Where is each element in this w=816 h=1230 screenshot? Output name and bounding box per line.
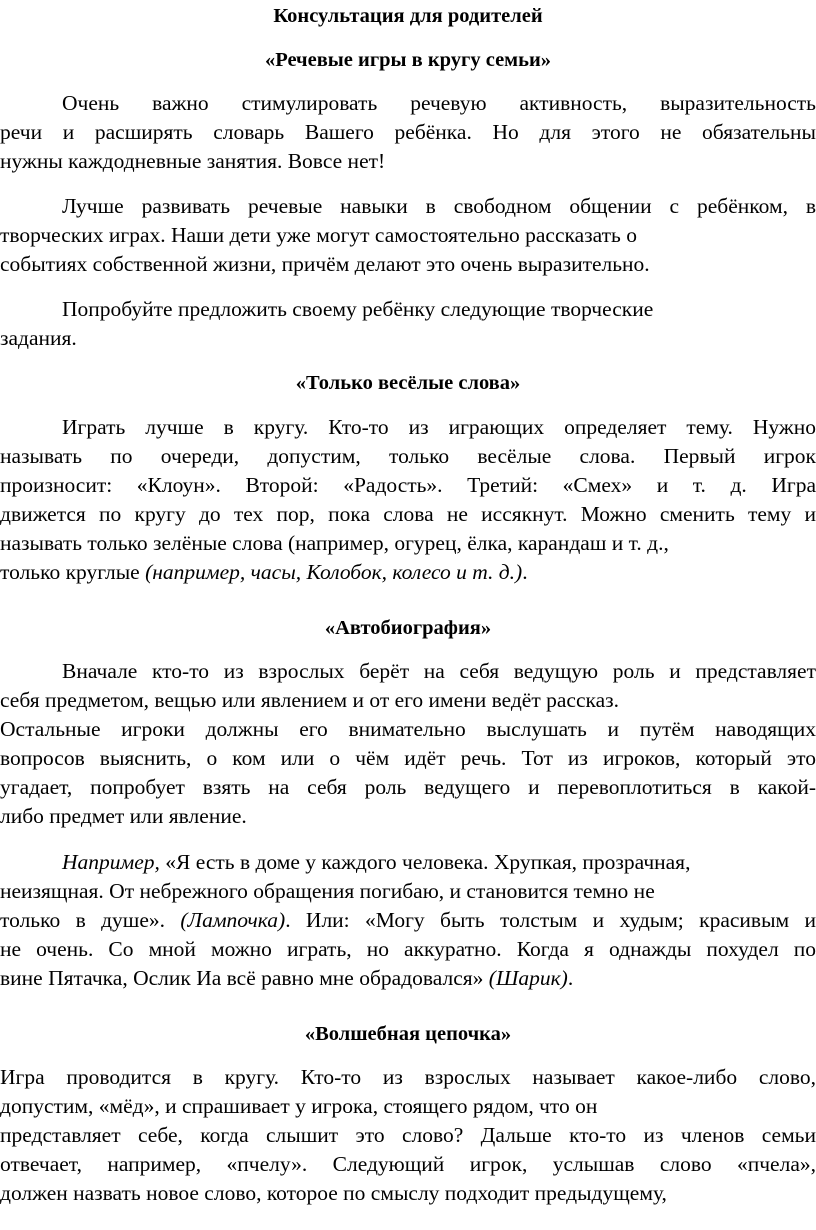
game1-line-3: произносит: «Клоун». Второй: «Радость». Третий: «Смех» и т. д. Игра: [0, 473, 816, 497]
example-line-5-italic: (Шарик): [488, 966, 568, 990]
game1-line-1: Играть лучше в кругу. Кто-то из играющих определяет тему. Нужно: [62, 415, 816, 439]
example-line-2: неизящная. От небрежного обращения погибаю, и становится темно не: [0, 879, 655, 903]
game3-line-4: отвечает, например, «пчелу». Следующий игрок, услышав слово «пчела»,: [0, 1152, 816, 1176]
game2-line-4: вопросов выяснить, о ком или о чём идёт речь. Тот из игроков, который это: [0, 746, 816, 770]
example-line-5-text: вине Пятачка, Ослик Иа всё равно мне обрадовался»: [0, 966, 489, 990]
example-line-4: не очень. Со мной можно играть, но аккуратно. Когда я однажды похудел по: [0, 937, 816, 961]
intro-p2-line-1: Лучше развивать речевые навыки в свободном общении с ребёнком, в: [62, 194, 816, 218]
game1-line-2: называть по очереди, допустим, только весёлые слова. Первый игрок: [0, 444, 816, 468]
example-line-1-text: «Я есть в доме у каждого человека. Хрупкая, прозрачная,: [159, 850, 691, 874]
game1-line-5: называть только зелёные слова (например, огурец, ёлка, карандаш и т. д.,: [0, 531, 669, 555]
game3-line-1: Игра проводится в кругу. Кто-то из взрослых называет какое-либо слово,: [0, 1065, 816, 1089]
game2-heading: «Автобиография»: [324, 617, 492, 639]
game3-line-3: представляет себе, когда слышит это слово? Дальше кто-то из членов семьи: [0, 1123, 816, 1147]
game3-line-5: должен назвать новое слово, которое по смыслу подходит предыдущему,: [0, 1181, 667, 1205]
game3-heading: «Волшебная цепочка»: [304, 1023, 512, 1045]
example-line-1-italic: Например,: [62, 850, 160, 874]
game1-line-6-end: .: [522, 560, 528, 584]
example-line-3: [0, 906, 816, 935]
game1-line-6: [0, 558, 816, 587]
document-subtitle: «Речевые игры в кругу семьи»: [264, 49, 552, 71]
example-line-3-rest: . Или: «Могу быть толстым и худым; красивым и: [285, 908, 816, 932]
example-line-1: [0, 848, 816, 877]
intro-p1-line-3: нужны каждодневные занятия. Вовсе нет!: [0, 149, 386, 173]
intro-p1-line-1: Очень важно стимулировать речевую активность, выразительность: [62, 91, 816, 115]
intro-p3-line-1: Попробуйте предложить своему ребёнку следующие творческие: [62, 297, 654, 321]
game2-line-3: Остальные игроки должны его внимательно выслушать и путём наводящих: [0, 717, 816, 741]
intro-p2-line-2: творческих играх. Наши дети уже могут самостоятельно рассказать о: [0, 223, 637, 247]
example-line-5-end: .: [567, 966, 574, 990]
game1-line-4: движется по кругу до тех пор, пока слова не иссякнут. Можно сменить тему и: [0, 502, 816, 526]
game2-line-1: Вначале кто-то из взрослых берёт на себя ведущую роль и представляет: [62, 659, 816, 683]
game2-line-6: либо предмет или явление.: [0, 804, 247, 828]
game1-line-6-text: только круглые: [0, 560, 146, 584]
game2-line-5: угадает, попробует взять на себя роль ведущего и перевоплотиться в какой-: [0, 775, 816, 799]
intro-p2-line-3: событиях собственной жизни, причём делают это очень выразительно.: [0, 252, 650, 276]
example-line-5: [0, 964, 816, 993]
game1-heading: «Только весёлые слова»: [295, 372, 521, 394]
example-line-3-italic: (Лампочка): [180, 908, 286, 932]
document-title: Консультация для родителей: [273, 5, 543, 27]
example-line-3-text: только в душе».: [0, 908, 181, 932]
game3-line-2: допустим, «мёд», и спрашивает у игрока, стоящего рядом, что он: [0, 1094, 598, 1118]
intro-p1-line-2: речи и расширять словарь Вашего ребёнка. Но для этого не обязательны: [0, 120, 816, 144]
game1-line-6-italic: (например, часы, Колобок, колесо и т. д.): [145, 560, 523, 584]
game2-line-2: себя предметом, вещью или явлением и от его имени ведёт рассказ.: [0, 688, 620, 712]
intro-p3-line-2: задания.: [0, 326, 77, 350]
